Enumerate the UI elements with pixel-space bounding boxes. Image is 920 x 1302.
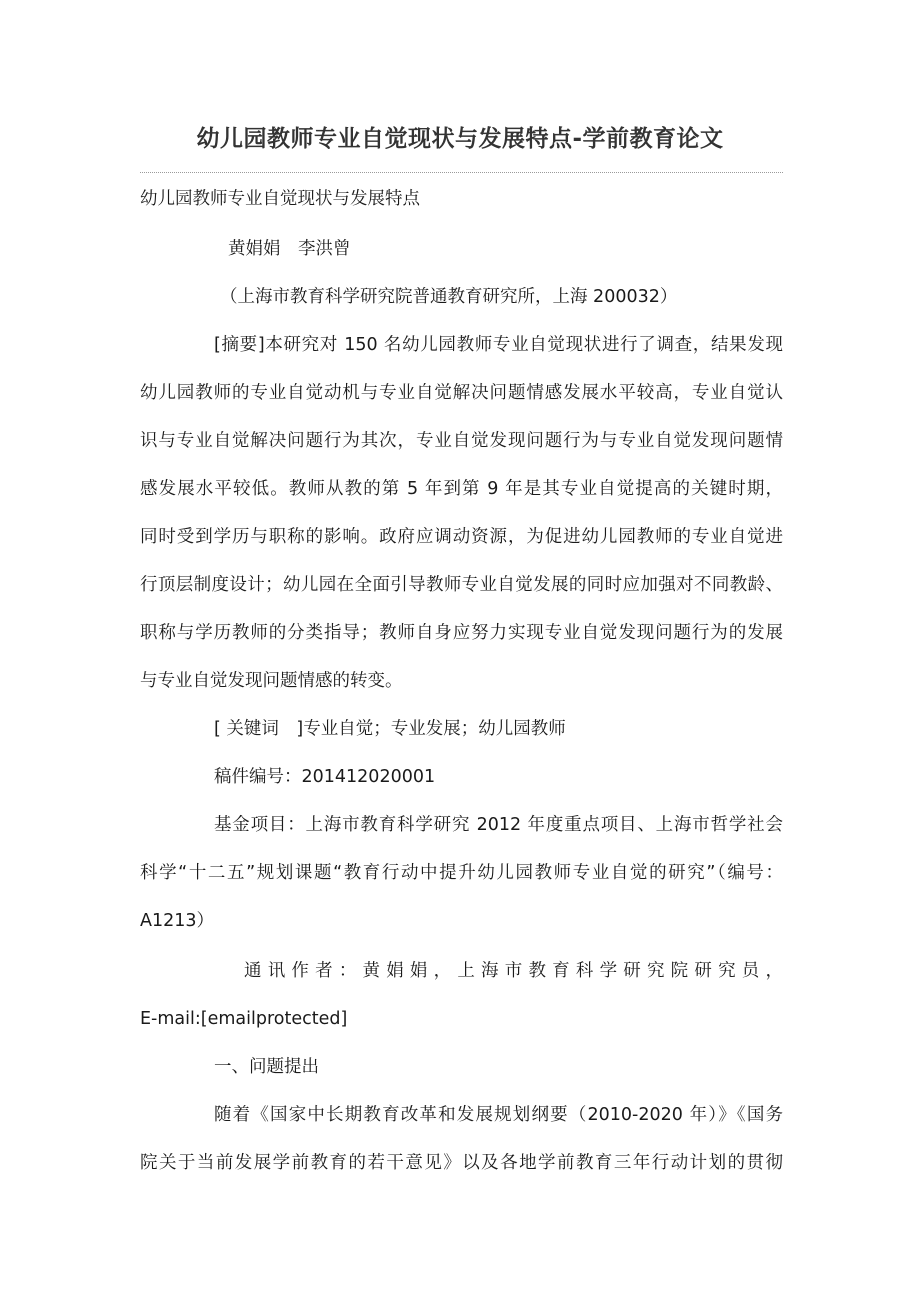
abstract-line: 职称与学历教师的分类指导；教师自身应努力实现专业自觉发现问题行为的发展 (140, 623, 783, 643)
correspondence-email: E-mail:[emailprotected] (140, 1009, 348, 1029)
abstract-line: 感发展水平较低。教师从教的第 5 年到第 9 年是其专业自觉提高的关键时期， (140, 479, 783, 499)
manuscript-number: 稿件编号：201412020001 (214, 767, 436, 787)
fund-line: 科学“十二五”规划课题“教育行动中提升幼儿园教师专业自觉的研究”（编号： (140, 863, 783, 883)
fund-line: A1213） (140, 911, 215, 931)
keywords-line: [ 关键词 ]专业自觉；专业发展；幼儿园教师 (214, 719, 566, 739)
paper-affiliation: （上海市教育科学研究院普通教育研究所，上海 200032） (220, 287, 678, 307)
abstract-line: 行顶层制度设计；幼儿园在全面引导教师专业自觉发展的同时应加强对不同教龄、 (140, 575, 783, 595)
paper-subtitle: 幼儿园教师专业自觉现状与发展特点 (140, 189, 420, 209)
correspondence-author: 通讯作者：黄娟娟，上海市教育科学研究院研究员， (244, 961, 783, 981)
abstract-line: 与专业自觉发现问题情感的转变。 (140, 671, 403, 691)
abstract-line: [摘要]本研究对 150 名幼儿园教师专业自觉现状进行了调查，结果发现 (214, 335, 783, 355)
section-heading: 一、问题提出 (214, 1057, 319, 1077)
document-title: 幼儿园教师专业自觉现状与发展特点-学前教育论文 (196, 126, 724, 152)
body-line: 随着《国家中长期教育改革和发展规划纲要（2010-2020 年）》《国务 (214, 1105, 783, 1125)
body-line: 院关于当前发展学前教育的若干意见》以及各地学前教育三年行动计划的贯彻 (140, 1153, 783, 1173)
title-divider (140, 172, 783, 173)
fund-line: 基金项目：上海市教育科学研究 2012 年度重点项目、上海市哲学社会 (214, 815, 783, 835)
paper-authors: 黄娟娟 李洪曾 (228, 239, 351, 259)
abstract-line: 幼儿园教师的专业自觉动机与专业自觉解决问题情感发展水平较高，专业自觉认 (140, 383, 783, 403)
abstract-line: 同时受到学历与职称的影响。政府应调动资源，为促进幼儿园教师的专业自觉进 (140, 527, 783, 547)
abstract-line: 识与专业自觉解决问题行为其次，专业自觉发现问题行为与专业自觉发现问题情 (140, 431, 783, 451)
